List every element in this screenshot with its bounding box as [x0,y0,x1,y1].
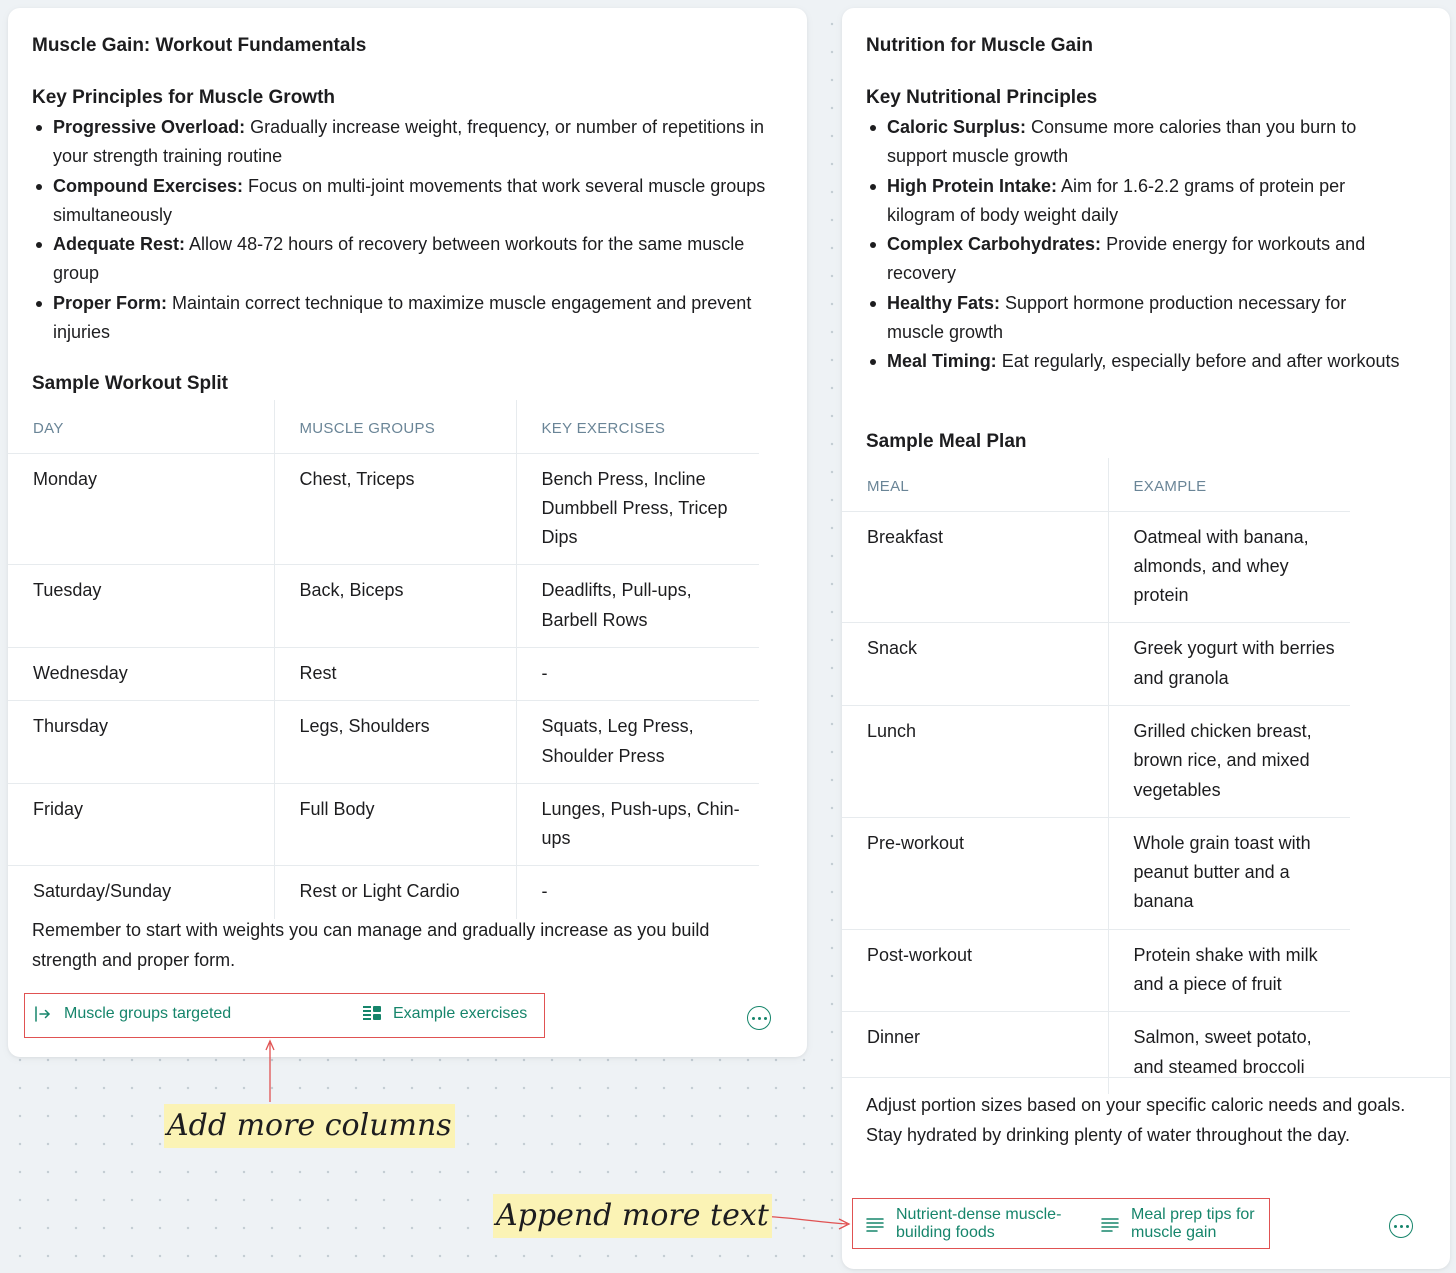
meal-plan-heading: Sample Meal Plan [866,431,1027,452]
table-cell: Oatmeal with banana, almonds, and whey protein [1108,511,1350,623]
table-cell: Monday [8,453,274,565]
footnote: Adjust portion sizes based on your specific caloric needs and goals. Stay hydrated by drinking plenty of water throughout the day. [866,1095,1406,1145]
table-cell: Chest, Triceps [274,453,516,565]
list-item: Caloric Surplus: Consume more calories than you burn to support muscle growth [866,113,1406,172]
list-item: Proper Form: Maintain correct technique to maximize muscle engagement and prevent injuries [32,289,792,348]
table-cell: Friday [8,783,274,866]
principles-list [866,113,1406,377]
table-cell: Pre-workout [842,817,1108,929]
card-title: Muscle Gain: Workout Fundamentals [32,35,367,56]
table-row [842,1012,1350,1094]
table-row [842,705,1350,817]
table-cell: Back, Biceps [274,565,516,648]
more-options-icon[interactable] [1389,1214,1413,1238]
callout-append-text: Append more text [493,1194,772,1238]
workout-table [8,400,759,919]
table-header-row [842,458,1350,511]
suggestion-label: Nutrient-dense muscle-building foods [896,1206,1062,1241]
table-cell: Deadlifts, Pull-ups, Barbell Rows [516,565,759,648]
column-header-meal[interactable]: MEAL [842,458,1108,511]
text-lines-icon [866,1216,884,1232]
suggestion-label: Example exercises [393,1005,528,1022]
table-cell: Thursday [8,701,274,784]
table-row [8,565,759,648]
table-cell: Full Body [274,783,516,866]
column-header-muscle-groups[interactable]: MUSCLE GROUPS [274,400,516,453]
table-cell: Dinner [867,1027,921,1048]
suggestion-label: Muscle groups targeted [64,1005,232,1022]
list-item: Complex Carbohydrates: Provide energy for workouts and recovery [866,230,1406,289]
list-item: Adequate Rest: Allow 48-72 hours of recovery between workouts for the same muscle group [32,230,792,289]
split-heading: Sample Workout Split [32,373,229,394]
more-options-icon[interactable] [747,1006,771,1030]
table-cell: - [516,866,759,919]
list-item: Compound Exercises: Focus on multi-joint movements that work several muscle groups simultaneously [32,172,792,231]
table-row [842,929,1350,1012]
table-row [8,866,759,919]
table-cell: Lunch [842,705,1108,817]
column-header-key-exercises[interactable]: KEY EXERCISES [516,400,759,453]
suggestion-button-meal-prep-tips[interactable] [1101,1206,1271,1242]
table-row [8,647,759,700]
table-cell: Wednesday [8,647,274,700]
divider [842,1077,1450,1078]
table-cell: - [516,647,759,700]
table-cell: Legs, Shoulders [274,701,516,784]
list-item: Progressive Overload: Gradually increase weight, frequency, or number of repetitions in your strength training routine [32,113,792,172]
text-lines-icon [1101,1216,1119,1232]
callout-add-columns: Add more columns [164,1104,455,1148]
table-cell: Tuesday [8,565,274,648]
meal-plan-table [842,458,1350,1094]
list-grid-icon [363,1005,381,1023]
table-row [842,511,1350,623]
suggestion-button-example-exercises[interactable] [363,1005,527,1023]
table-cell: Snack [842,623,1108,706]
card-title: Nutrition for Muscle Gain [866,35,1093,56]
suggestion-button-nutrient-foods[interactable] [866,1206,1081,1242]
table-cell: Rest [274,647,516,700]
table-cell: Squats, Leg Press, Shoulder Press [516,701,759,784]
table-row [8,453,759,565]
table-header-row [8,400,759,453]
list-item: High Protein Intake: Aim for 1.6-2.2 grams of protein per kilogram of body weight daily [866,172,1406,231]
table-cell: Saturday/Sunday [33,881,172,902]
table-cell: Lunges, Push-ups, Chin-ups [516,783,759,866]
table-row [8,701,759,784]
table-cell: Grilled chicken breast, brown rice, and mixed vegetables [1108,705,1350,817]
column-header-example[interactable]: EXAMPLE [1108,458,1350,511]
list-item: Healthy Fats: Support hormone production necessary for muscle growth [866,289,1406,348]
table-cell: Protein shake with milk and a piece of fruit [1108,929,1350,1012]
table-cell: Greek yogurt with berries and granola [1108,623,1350,706]
workout-card [8,8,807,1057]
table-cell: Bench Press, Incline Dumbbell Press, Tricep Dips [516,453,759,565]
table-cell: Whole grain toast with peanut butter and a banana [1108,817,1350,929]
column-header-day[interactable]: DAY [8,400,274,453]
principles-heading: Key Nutritional Principles [866,87,1098,108]
list-item: Meal Timing: Eat regularly, especially before and after workouts [866,347,1406,376]
table-cell: Salmon, sweet potato, and steamed broccoli [1108,1012,1350,1094]
nutrition-card [842,8,1450,1269]
principles-heading: Key Principles for Muscle Growth [32,87,336,108]
suggestion-label: Meal prep tips for muscle gain [1131,1206,1255,1241]
table-cell: Post-workout [842,929,1108,1012]
principles-list [32,113,792,347]
table-cell: Breakfast [842,511,1108,623]
add-column-icon [34,1005,52,1023]
table-row [842,623,1350,706]
table-row [842,817,1350,929]
footnote: Remember to start with weights you can manage and gradually increase as you build strength and proper form. [32,920,710,970]
table-cell: Rest or Light Cardio [274,866,516,919]
suggestion-button-muscle-groups[interactable] [34,1005,231,1023]
table-row [8,783,759,866]
